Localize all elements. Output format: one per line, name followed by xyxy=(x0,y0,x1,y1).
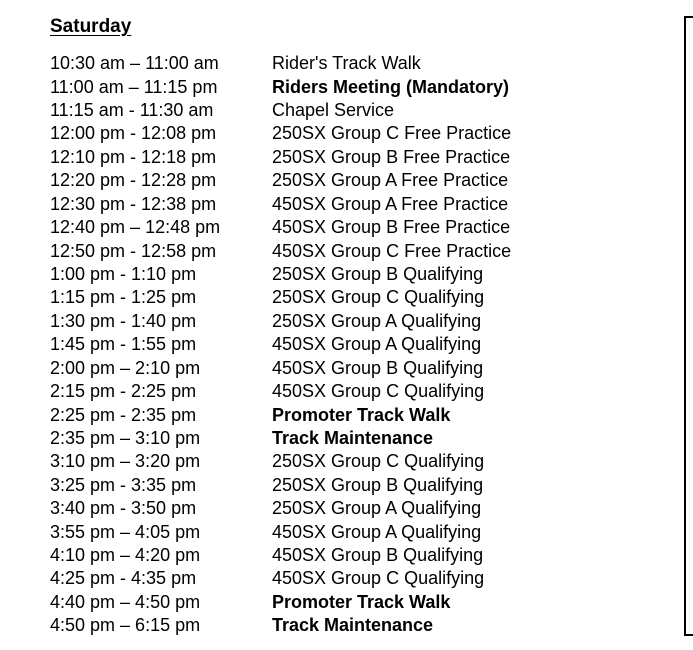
schedule-row xyxy=(50,99,650,122)
schedule-time: 10:30 am – 11:00 am xyxy=(50,53,219,74)
schedule-time: 11:00 am – 11:15 pm xyxy=(50,76,218,97)
schedule-event: Riders Meeting (Mandatory) xyxy=(272,76,510,97)
schedule-event: 250SX Group B Qualifying xyxy=(272,264,484,284)
schedule-event: 250SX Group A Free Practice xyxy=(272,170,509,191)
schedule-event: 450SX Group C Qualifying xyxy=(272,381,485,402)
schedule-row xyxy=(50,520,650,543)
schedule-row xyxy=(50,427,650,450)
schedule-row xyxy=(50,122,650,145)
schedule-time: 3:10 pm – 3:20 pm xyxy=(50,451,201,472)
schedule-event: 450SX Group A Free Practice xyxy=(272,193,509,214)
schedule-row xyxy=(50,75,650,98)
schedule-row xyxy=(50,193,650,216)
schedule-time: 1:45 pm - 1:55 pm xyxy=(50,334,197,355)
schedule-time: 2:35 pm – 3:10 pm xyxy=(50,427,201,448)
schedule-row xyxy=(50,239,650,262)
schedule-time: 12:20 pm - 12:28 pm xyxy=(50,170,217,191)
schedule-event: Rider's Track Walk xyxy=(272,53,421,74)
schedule-list xyxy=(50,52,650,638)
schedule-event: 450SX Group C Free Practice xyxy=(272,240,512,261)
schedule-row xyxy=(50,169,650,192)
schedule-time: 12:30 pm - 12:38 pm xyxy=(50,193,217,214)
schedule-event: 450SX Group B Qualifying xyxy=(272,357,484,378)
schedule-event: 250SX Group A Qualifying xyxy=(272,498,482,519)
side-panel-border xyxy=(684,16,693,636)
schedule-time: 12:10 pm - 12:18 pm xyxy=(50,146,217,167)
schedule-time: 1:30 pm - 1:40 pm xyxy=(50,310,197,331)
schedule-time: 1:15 pm - 1:25 pm xyxy=(50,287,197,308)
schedule-event: 450SX Group A Qualifying xyxy=(272,334,482,355)
schedule-event: 250SX Group C Qualifying xyxy=(272,287,485,308)
schedule-event: 250SX Group B Qualifying xyxy=(272,474,484,495)
schedule-row xyxy=(50,52,650,75)
schedule-event: 250SX Group B Free Practice xyxy=(272,146,511,167)
schedule-event: Promoter Track Walk xyxy=(272,591,451,612)
schedule-time: 1:00 pm - 1:10 pm xyxy=(50,264,197,284)
schedule-time: 2:00 pm – 2:10 pm xyxy=(50,357,201,378)
schedule-event: Chapel Service xyxy=(272,100,395,121)
schedule-time: 4:40 pm – 4:50 pm xyxy=(50,591,201,612)
schedule-row xyxy=(50,497,650,520)
schedule-row xyxy=(50,567,650,590)
schedule-row xyxy=(50,591,650,614)
schedule-time: 3:55 pm – 4:05 pm xyxy=(50,521,201,542)
schedule-event: 250SX Group C Qualifying xyxy=(272,451,485,472)
schedule-time: 12:50 pm - 12:58 pm xyxy=(50,240,217,261)
schedule-row xyxy=(50,403,650,426)
schedule-row xyxy=(50,544,650,567)
schedule-row xyxy=(50,286,650,309)
schedule-row xyxy=(50,474,650,497)
schedule-event: 250SX Group C Free Practice xyxy=(272,123,512,144)
schedule-event: 450SX Group B Qualifying xyxy=(272,545,484,566)
schedule-time: 11:15 am - 11:30 am xyxy=(50,100,214,121)
schedule-row xyxy=(50,216,650,239)
schedule-event: 450SX Group C Qualifying xyxy=(272,568,485,589)
schedule-time: 12:00 pm - 12:08 pm xyxy=(50,123,217,144)
schedule-row xyxy=(50,380,650,403)
schedule-time: 4:50 pm – 6:15 pm xyxy=(50,615,201,636)
schedule-event: Promoter Track Walk xyxy=(272,404,451,425)
schedule-row xyxy=(50,263,650,286)
schedule-event: 450SX Group A Qualifying xyxy=(272,521,482,542)
schedule-event: Track Maintenance xyxy=(272,615,434,636)
schedule-time: 3:40 pm - 3:50 pm xyxy=(50,498,197,519)
schedule-time: 4:25 pm - 4:35 pm xyxy=(50,568,197,589)
schedule-event: Track Maintenance xyxy=(272,427,434,448)
schedule-event: 450SX Group B Free Practice xyxy=(272,217,511,238)
schedule-time: 2:15 pm - 2:25 pm xyxy=(50,381,197,402)
schedule-row xyxy=(50,310,650,333)
schedule-event: 250SX Group A Qualifying xyxy=(272,310,482,331)
schedule-row xyxy=(50,146,650,169)
schedule-time: 2:25 pm - 2:35 pm xyxy=(50,404,197,425)
schedule-row xyxy=(50,333,650,356)
schedule-row xyxy=(50,450,650,473)
schedule-time: 12:40 pm – 12:48 pm xyxy=(50,217,221,238)
schedule-time: 3:25 pm - 3:35 pm xyxy=(50,474,197,495)
day-heading: Saturday xyxy=(50,16,132,37)
schedule-row xyxy=(50,614,650,637)
schedule-time: 4:10 pm – 4:20 pm xyxy=(50,545,201,566)
schedule-row xyxy=(50,356,650,379)
